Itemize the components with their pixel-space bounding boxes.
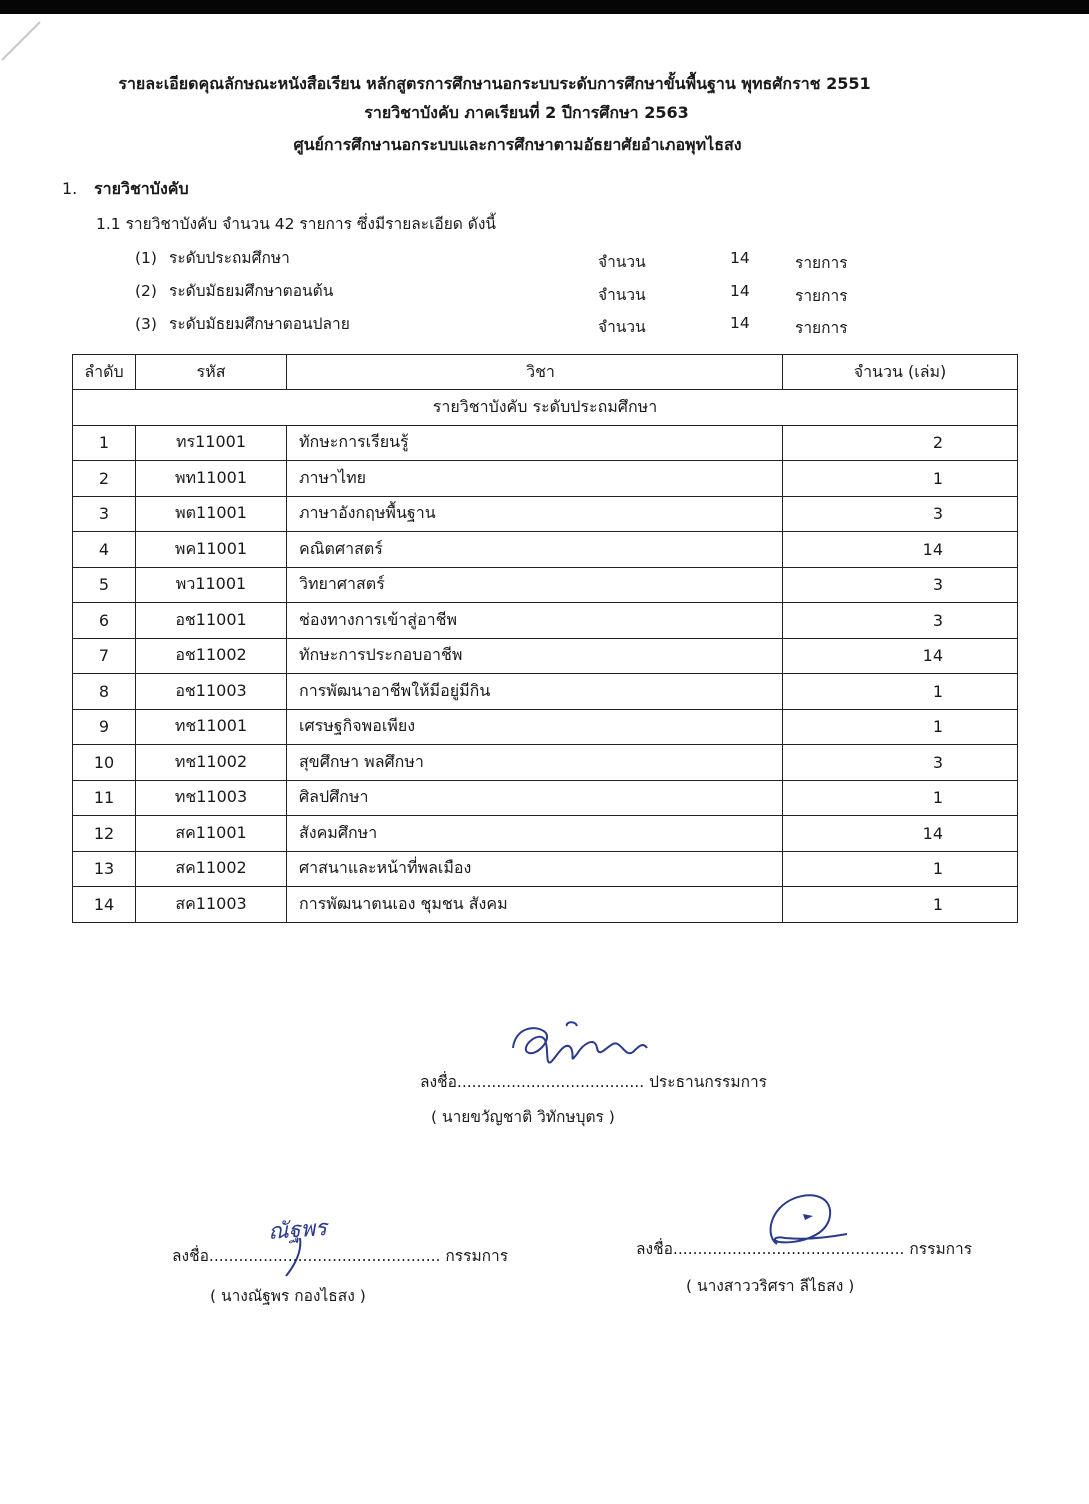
- row-code: พค11001: [136, 532, 287, 568]
- row-quantity: 14: [783, 816, 1018, 852]
- row-subject: สุขศึกษา พลศึกษา: [287, 745, 783, 781]
- row-code: อช11002: [136, 638, 287, 674]
- level-count: 14: [730, 314, 750, 332]
- col-header-order: ลำดับ: [73, 355, 136, 390]
- table-row: [73, 461, 1018, 497]
- row-quantity: 1: [783, 887, 1018, 923]
- col-header-code: รหัส: [136, 355, 287, 390]
- row-subject: ทักษะการประกอบอาชีพ: [287, 638, 783, 674]
- table-row: [73, 603, 1018, 639]
- row-quantity: 3: [783, 745, 1018, 781]
- table-row: [73, 745, 1018, 781]
- row-order: 6: [73, 603, 136, 639]
- row-order: 7: [73, 638, 136, 674]
- level-count: 14: [730, 282, 750, 300]
- table-row: [73, 851, 1018, 887]
- row-code: สค11002: [136, 851, 287, 887]
- member2-signature-line: ลงชื่อ............................................... กรรมการ: [636, 1240, 973, 1258]
- row-code: ทช11003: [136, 780, 287, 816]
- member1-handwritten-signature: ณัฐพร: [267, 1215, 328, 1246]
- row-order: 14: [73, 887, 136, 923]
- row-subject: ศิลปศึกษา: [287, 780, 783, 816]
- level-count: 14: [730, 249, 750, 267]
- row-subject: การพัฒนาตนเอง ชุมชน สังคม: [287, 887, 783, 923]
- row-code: ทร11001: [136, 425, 287, 461]
- level-count-label: จำนวน: [598, 253, 646, 271]
- level-item: (1) ระดับประถมศึกษา: [135, 249, 290, 267]
- row-quantity: 3: [783, 567, 1018, 603]
- row-order: 8: [73, 674, 136, 710]
- row-quantity: 1: [783, 461, 1018, 497]
- summary-text: 1.1 รายวิชาบังคับ จำนวน 42 รายการ ซึ่งมีรายละเอียด ดังนี้: [96, 215, 497, 233]
- course-table: [72, 354, 1018, 923]
- member2-name: ( นางสาววริศรา ลีไธสง ): [686, 1277, 855, 1295]
- row-order: 11: [73, 780, 136, 816]
- table-row: [73, 638, 1018, 674]
- row-quantity: 1: [783, 851, 1018, 887]
- chair-name: ( นายขวัญชาติ วิทักษบุตร ): [431, 1108, 615, 1126]
- row-code: ทช11001: [136, 709, 287, 745]
- group-title: รายวิชาบังคับ ระดับประถมศึกษา: [73, 390, 1018, 426]
- table-row: [73, 780, 1018, 816]
- member1-name: ( นางณัฐพร กองไธสง ): [210, 1287, 366, 1305]
- row-subject: คณิตศาสตร์: [287, 532, 783, 568]
- level-item: (2) ระดับมัธยมศึกษาตอนต้น: [135, 282, 334, 300]
- row-subject: วิทยาศาสตร์: [287, 567, 783, 603]
- table-row: [73, 674, 1018, 710]
- row-quantity: 14: [783, 532, 1018, 568]
- row-subject: ศาสนาและหน้าที่พลเมือง: [287, 851, 783, 887]
- row-order: 1: [73, 425, 136, 461]
- section-heading: [62, 177, 189, 202]
- table-row: [73, 816, 1018, 852]
- level-unit: รายการ: [795, 254, 848, 272]
- row-quantity: 3: [783, 496, 1018, 532]
- row-order: 3: [73, 496, 136, 532]
- institution-name: ศูนย์การศึกษานอกระบบและการศึกษาตามอัธยาศัยอำเภอพุทไธสง: [293, 135, 742, 154]
- table-row: [73, 567, 1018, 603]
- member1-signature-line: ลงชื่อ............................................... กรรมการ: [172, 1247, 509, 1265]
- level-count-label: จำนวน: [598, 286, 646, 304]
- scan-scratch-mark: [0, 14, 60, 74]
- table-row: [73, 425, 1018, 461]
- section-number: 1.: [62, 179, 78, 198]
- table-group-row: [73, 390, 1018, 426]
- row-subject: ภาษาไทย: [287, 461, 783, 497]
- row-subject: ภาษาอังกฤษพื้นฐาน: [287, 496, 783, 532]
- scan-top-edge: [0, 0, 1089, 14]
- row-code: อช11003: [136, 674, 287, 710]
- table-row: [73, 887, 1018, 923]
- table-row: [73, 709, 1018, 745]
- col-header-subject: วิชา: [287, 355, 783, 390]
- row-quantity: 1: [783, 674, 1018, 710]
- row-code: สค11003: [136, 887, 287, 923]
- row-code: พว11001: [136, 567, 287, 603]
- row-order: 13: [73, 851, 136, 887]
- row-order: 9: [73, 709, 136, 745]
- document-subtitle: รายวิชาบังคับ ภาคเรียนที่ 2 ปีการศึกษา 2563: [364, 103, 689, 122]
- table-header-row: [73, 355, 1018, 390]
- row-quantity: 1: [783, 780, 1018, 816]
- row-code: พท11001: [136, 461, 287, 497]
- chair-signature-line: ลงชื่อ...................................... ประธานกรรมการ: [420, 1073, 767, 1091]
- col-header-quantity: จำนวน (เล่ม): [783, 355, 1018, 390]
- row-order: 10: [73, 745, 136, 781]
- row-order: 5: [73, 567, 136, 603]
- section-title: รายวิชาบังคับ: [94, 179, 189, 198]
- row-quantity: 14: [783, 638, 1018, 674]
- row-subject: การพัฒนาอาชีพให้มีอยู่มีกิน: [287, 674, 783, 710]
- row-code: พต11001: [136, 496, 287, 532]
- level-item: (3) ระดับมัธยมศึกษาตอนปลาย: [135, 315, 350, 333]
- row-order: 2: [73, 461, 136, 497]
- row-subject: ทักษะการเรียนรู้: [287, 425, 783, 461]
- level-count-label: จำนวน: [598, 318, 646, 336]
- table-row: [73, 496, 1018, 532]
- row-quantity: 1: [783, 709, 1018, 745]
- row-quantity: 2: [783, 425, 1018, 461]
- row-quantity: 3: [783, 603, 1018, 639]
- level-unit: รายการ: [795, 319, 848, 337]
- document-title: รายละเอียดคุณลักษณะหนังสือเรียน หลักสูตรการศึกษานอกระบบระดับการศึกษาขั้นพื้นฐาน พุทธศักราช 2551: [118, 74, 871, 93]
- row-code: ทช11002: [136, 745, 287, 781]
- table-row: [73, 532, 1018, 568]
- row-code: อช11001: [136, 603, 287, 639]
- row-order: 12: [73, 816, 136, 852]
- row-subject: สังคมศึกษา: [287, 816, 783, 852]
- row-subject: เศรษฐกิจพอเพียง: [287, 709, 783, 745]
- row-code: สค11001: [136, 816, 287, 852]
- row-order: 4: [73, 532, 136, 568]
- level-unit: รายการ: [795, 287, 848, 305]
- row-subject: ช่องทางการเข้าสู่อาชีพ: [287, 603, 783, 639]
